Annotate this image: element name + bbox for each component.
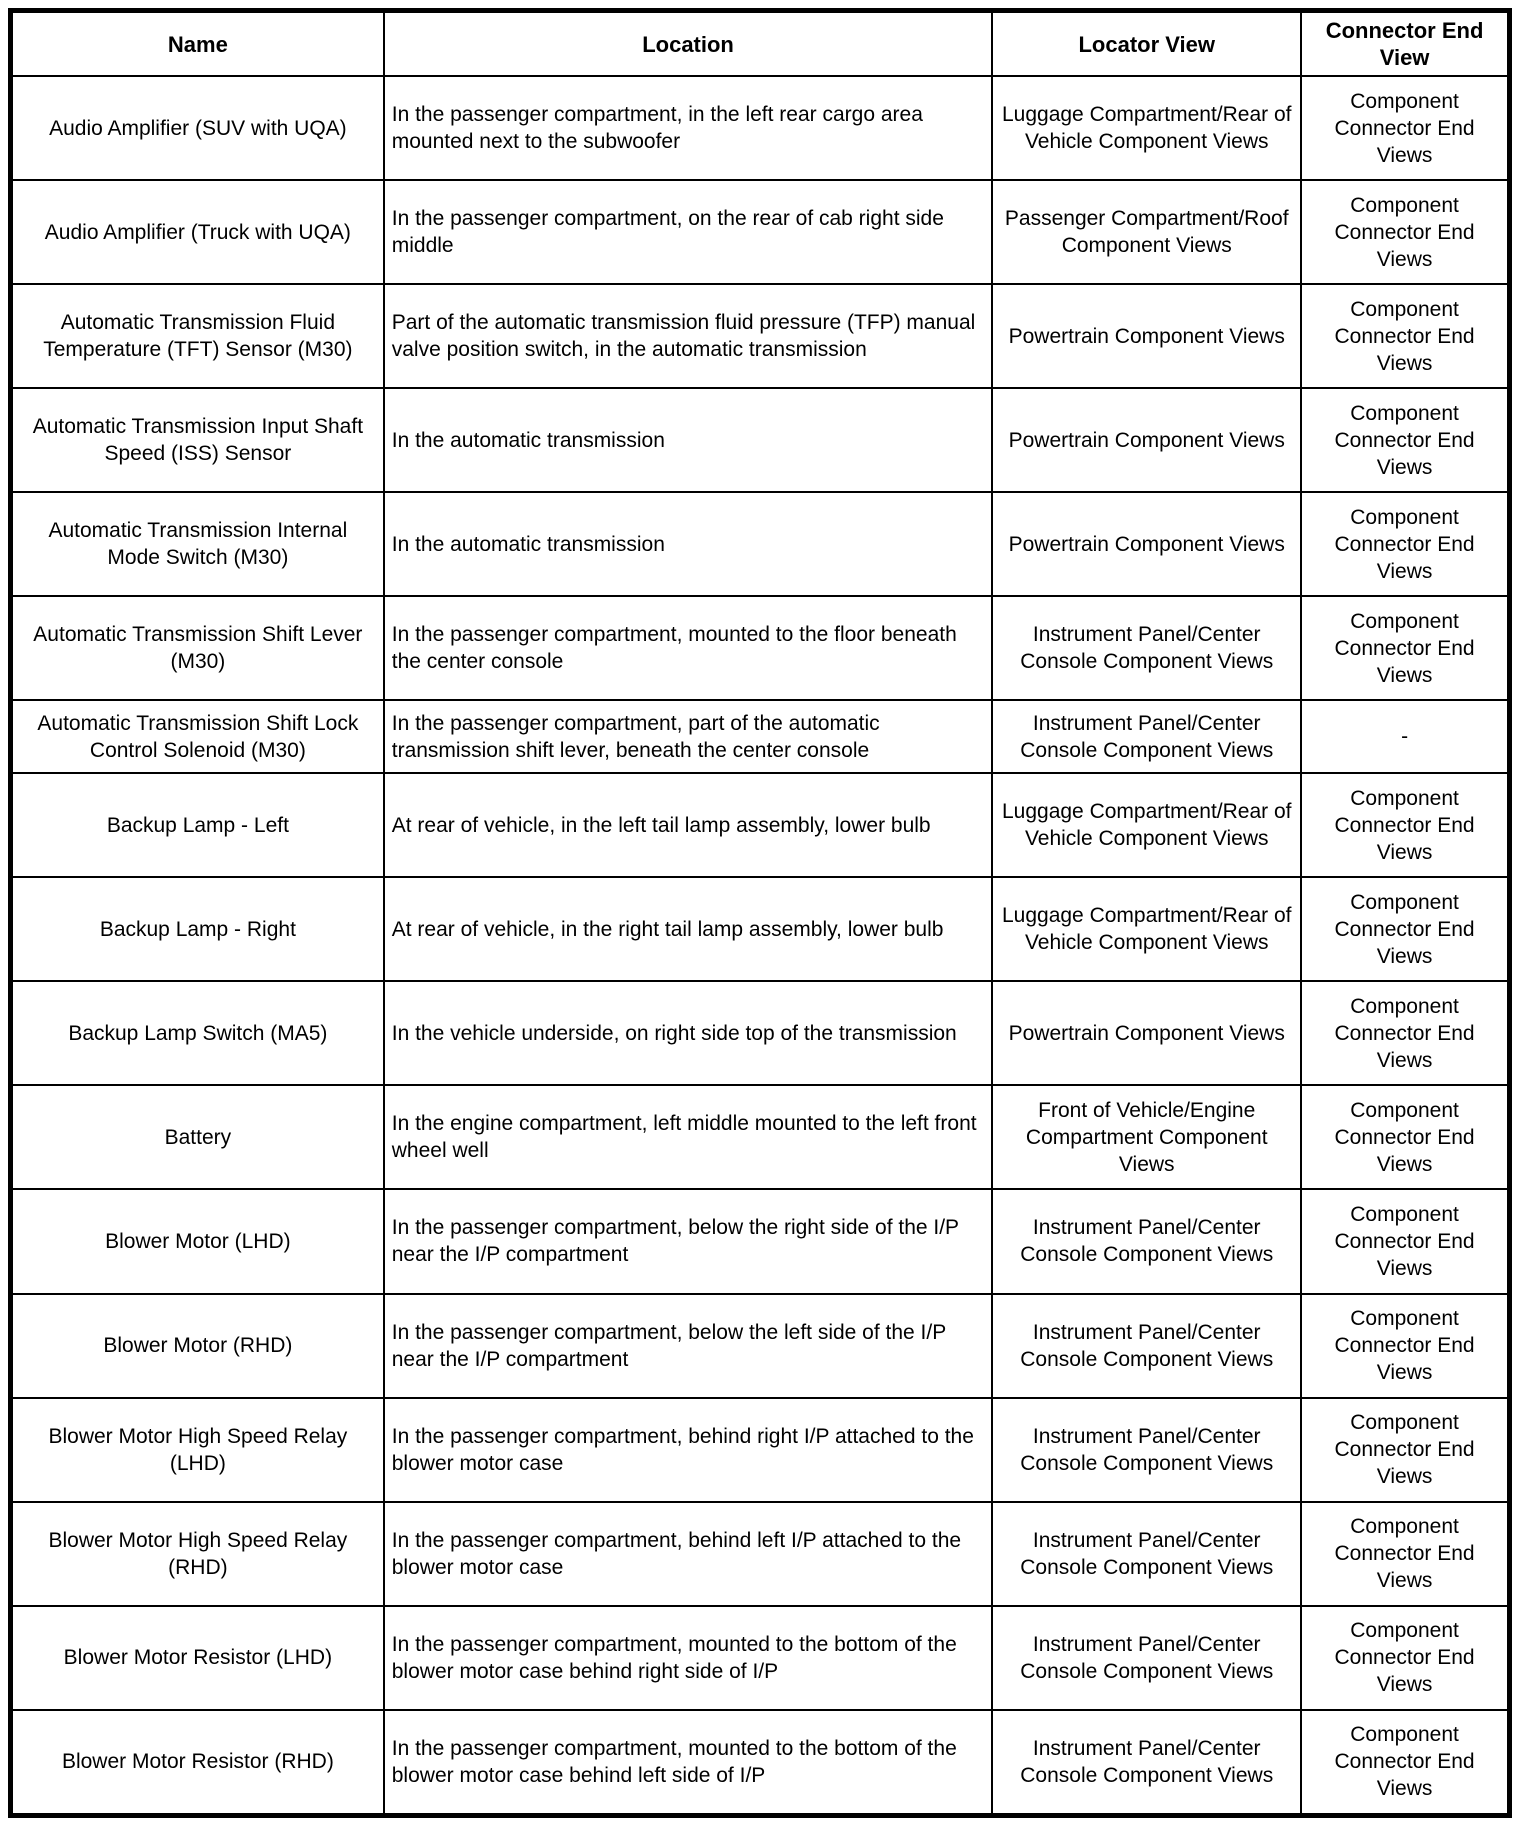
table-row [11,180,1510,284]
cell-locator-view: Instrument Panel/Center Console Component Views [992,1710,1301,1816]
cell-location: At rear of vehicle, in the right tail lamp assembly, lower bulb [384,877,993,981]
cell-location: In the vehicle underside, on right side top of the transmission [384,981,993,1085]
table-row [11,700,1510,773]
cell-connector-end-view: Component Connector End Views [1301,1398,1509,1502]
cell-location: In the passenger compartment, mounted to the bottom of the blower motor case behind left side of I/P [384,1710,993,1816]
cell-connector-end-view: Component Connector End Views [1301,981,1509,1085]
cell-name: Automatic Transmission Internal Mode Switch (M30) [11,492,384,596]
cell-locator-view: Instrument Panel/Center Console Component Views [992,1606,1301,1710]
cell-connector-end-view: Component Connector End Views [1301,1294,1509,1398]
cell-location: In the passenger compartment, mounted to the bottom of the blower motor case behind right side of I/P [384,1606,993,1710]
cell-name: Backup Lamp - Left [11,773,384,877]
table-row [11,1085,1510,1189]
cell-name: Blower Motor (LHD) [11,1189,384,1293]
column-header-name: Name [11,11,384,77]
table-row [11,76,1510,180]
cell-location: In the passenger compartment, mounted to the floor beneath the center console [384,596,993,700]
cell-name: Blower Motor Resistor (RHD) [11,1710,384,1816]
cell-name: Blower Motor (RHD) [11,1294,384,1398]
cell-name: Automatic Transmission Shift Lever (M30) [11,596,384,700]
cell-location: At rear of vehicle, in the left tail lamp assembly, lower bulb [384,773,993,877]
cell-name: Battery [11,1085,384,1189]
cell-name: Automatic Transmission Input Shaft Speed (ISS) Sensor [11,388,384,492]
cell-locator-view: Luggage Compartment/Rear of Vehicle Component Views [992,877,1301,981]
cell-locator-view: Instrument Panel/Center Console Component Views [992,596,1301,700]
table-body [11,76,1510,1816]
cell-locator-view: Powertrain Component Views [992,284,1301,388]
column-header-location: Location [384,11,993,77]
cell-name: Blower Motor High Speed Relay (RHD) [11,1502,384,1606]
cell-locator-view: Instrument Panel/Center Console Component Views [992,1398,1301,1502]
cell-name: Automatic Transmission Fluid Temperature (TFT) Sensor (M30) [11,284,384,388]
cell-connector-end-view: Component Connector End Views [1301,596,1509,700]
cell-name: Backup Lamp - Right [11,877,384,981]
cell-locator-view: Instrument Panel/Center Console Component Views [992,1502,1301,1606]
cell-connector-end-view: Component Connector End Views [1301,877,1509,981]
table-row [11,388,1510,492]
table-row [11,1189,1510,1293]
cell-name: Backup Lamp Switch (MA5) [11,981,384,1085]
table-row [11,877,1510,981]
cell-connector-end-view: Component Connector End Views [1301,1189,1509,1293]
cell-location: In the passenger compartment, part of the automatic transmission shift lever, beneath the center console [384,700,993,773]
cell-name: Blower Motor High Speed Relay (LHD) [11,1398,384,1502]
cell-locator-view: Powertrain Component Views [992,388,1301,492]
cell-connector-end-view: Component Connector End Views [1301,1710,1509,1816]
cell-locator-view: Passenger Compartment/Roof Component Views [992,180,1301,284]
cell-connector-end-view: Component Connector End Views [1301,1502,1509,1606]
table-row [11,284,1510,388]
cell-connector-end-view: - [1301,700,1509,773]
table-row [11,1710,1510,1816]
cell-name: Audio Amplifier (Truck with UQA) [11,180,384,284]
cell-connector-end-view: Component Connector End Views [1301,180,1509,284]
table-row [11,1294,1510,1398]
header-row [11,11,1510,77]
cell-connector-end-view: Component Connector End Views [1301,1606,1509,1710]
cell-location: Part of the automatic transmission fluid pressure (TFP) manual valve position switch, in the automatic transmission [384,284,993,388]
table-row [11,1398,1510,1502]
cell-name: Automatic Transmission Shift Lock Control Solenoid (M30) [11,700,384,773]
column-header-locator-view: Locator View [992,11,1301,77]
cell-location: In the engine compartment, left middle mounted to the left front wheel well [384,1085,993,1189]
cell-connector-end-view: Component Connector End Views [1301,76,1509,180]
cell-connector-end-view: Component Connector End Views [1301,284,1509,388]
cell-locator-view: Instrument Panel/Center Console Component Views [992,1294,1301,1398]
cell-locator-view: Instrument Panel/Center Console Component Views [992,700,1301,773]
cell-connector-end-view: Component Connector End Views [1301,388,1509,492]
table-row [11,773,1510,877]
cell-locator-view: Front of Vehicle/Engine Compartment Component Views [992,1085,1301,1189]
cell-location: In the passenger compartment, in the left rear cargo area mounted next to the subwoofer [384,76,993,180]
cell-location: In the passenger compartment, on the rear of cab right side middle [384,180,993,284]
cell-location: In the passenger compartment, below the right side of the I/P near the I/P compartment [384,1189,993,1293]
component-location-table [8,8,1512,1818]
cell-locator-view: Luggage Compartment/Rear of Vehicle Component Views [992,773,1301,877]
cell-connector-end-view: Component Connector End Views [1301,492,1509,596]
cell-connector-end-view: Component Connector End Views [1301,1085,1509,1189]
cell-name: Audio Amplifier (SUV with UQA) [11,76,384,180]
cell-locator-view: Instrument Panel/Center Console Component Views [992,1189,1301,1293]
cell-connector-end-view: Component Connector End Views [1301,773,1509,877]
table-row [11,1606,1510,1710]
table-row [11,596,1510,700]
cell-locator-view: Luggage Compartment/Rear of Vehicle Component Views [992,76,1301,180]
cell-name: Blower Motor Resistor (LHD) [11,1606,384,1710]
table-header [11,11,1510,77]
cell-location: In the passenger compartment, below the left side of the I/P near the I/P compartment [384,1294,993,1398]
table-row [11,981,1510,1085]
cell-location: In the automatic transmission [384,492,993,596]
cell-location: In the automatic transmission [384,388,993,492]
column-header-connector-end-view: Connector End View [1301,11,1509,77]
cell-location: In the passenger compartment, behind right I/P attached to the blower motor case [384,1398,993,1502]
cell-locator-view: Powertrain Component Views [992,981,1301,1085]
cell-locator-view: Powertrain Component Views [992,492,1301,596]
table-row [11,492,1510,596]
cell-location: In the passenger compartment, behind left I/P attached to the blower motor case [384,1502,993,1606]
table-row [11,1502,1510,1606]
